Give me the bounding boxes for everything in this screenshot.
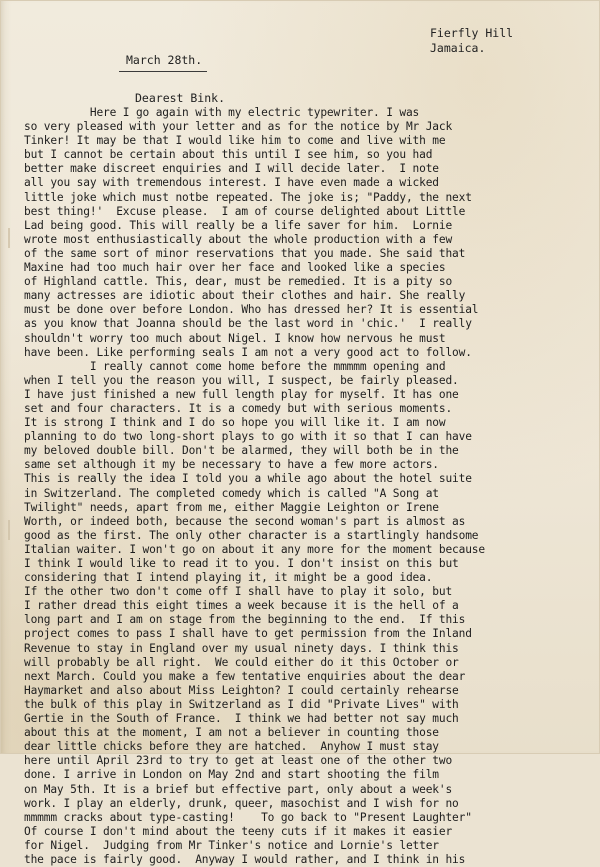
body-line: work. I play an elderly, drunk, queer, masochist and I wish for no	[24, 796, 459, 810]
body-line: good as the first. The only other character is a startlingly handsome	[24, 528, 479, 542]
body-line: Revenue to stay in England over my usual ninety days. I think this	[24, 641, 459, 655]
body-line: better make discreet enquiries and I will decide later. I note	[24, 162, 439, 176]
body-line: when I tell you the reason you will, I suspect, be fairly pleased.	[24, 373, 459, 387]
body-line: Lad being good. This will really be a life saver for him. Lornie	[24, 218, 453, 232]
body-line: mmmmm cracks about type-casting! To go back to "Present Laughter"	[24, 810, 472, 824]
body-line: best thing!' Excuse please. I am of course delighted about Little	[24, 204, 466, 218]
body-line: the pace is fairly good. Anyway I would rather, and I think in his	[24, 852, 466, 866]
body-line: next March. Could you make a few tentative enquiries about the dear	[24, 669, 466, 683]
body-line: Gertie in the South of France. I think we had better not say much	[24, 712, 459, 726]
body-line: here until April 23rd to try to get at least one of the other two	[24, 754, 453, 768]
salutation: Dearest Bink.	[135, 91, 226, 105]
sender-address	[430, 26, 513, 56]
body-line: set and four characters. It is a comedy but with serious moments.	[24, 401, 453, 415]
body-line: Of course I don't mind about the teeny cuts if it makes it easier	[24, 824, 453, 838]
body-line: about this at the moment, I am not a believer in counting those	[24, 726, 439, 740]
body-line: dear little chicks before they are hatched. Anyhow I must stay	[24, 740, 439, 754]
body-line: all you say with tremendous interest. I have even made a wicked	[24, 176, 439, 190]
body-line: of the same sort of minor reservations that you made. She said that	[24, 246, 466, 260]
body-line: I really cannot come home before the mmmmm opening and	[24, 359, 446, 373]
body-line: considering that I intend playing it, it might be a good idea.	[24, 571, 433, 585]
body-line: planning to do two long-short plays to go with it so that I can have	[24, 430, 472, 444]
body-line: in Switzerland. The completed comedy which is called "A Song at	[24, 486, 439, 500]
body-line: I have just finished a new full length play for myself. It has one	[24, 387, 459, 401]
letter-body	[24, 106, 594, 867]
body-line: This is really the idea I told you a while ago about the hotel suite	[24, 472, 472, 486]
body-line: long part and I am on stage from the beginning to the end. If this	[24, 613, 466, 627]
body-line: Maxine had too much hair over her face and looked like a species	[24, 261, 446, 275]
address-line: Fierfly Hill	[430, 26, 514, 40]
page-edge-mark	[8, 520, 10, 540]
body-line: many actresses are idiotic about their clothes and hair. She really	[24, 289, 466, 303]
body-line: Twilight" needs, apart from me, either Maggie Leighton or Irene	[24, 500, 439, 514]
body-line: same set although it my be necessary to have a few more actors.	[24, 458, 439, 472]
body-line: Worth, or indeed both, because the second woman's part is almost as	[24, 514, 466, 528]
body-line: If the other two don't come off I shall have to play it solo, but	[24, 585, 453, 599]
body-line: as you know that Joanna should be the last word in 'chic.' I really	[24, 317, 472, 331]
body-line: have been. Like performing seals I am not a very good act to follow.	[24, 345, 472, 359]
address-line: Jamaica.	[430, 41, 486, 55]
body-line: Tinker! It may be that I would like him to come and live with me	[24, 134, 446, 148]
body-line: project comes to pass I shall have to get permission from the Inland	[24, 627, 472, 641]
body-line: on May 5th. It is a brief but effective part, only about a week's	[24, 782, 453, 796]
body-line: the bulk of this play in Switzerland as I did "Private Lives" with	[24, 697, 459, 711]
body-line: done. I arrive in London on May 2nd and start shooting the film	[24, 768, 439, 782]
body-line: but I cannot be certain about this until I see him, so you had	[24, 148, 433, 162]
body-line: wrote most enthusiastically about the whole production with a few	[24, 232, 453, 246]
date-underline	[119, 71, 207, 72]
body-line: I rather dread this eight times a week because it is the hell of a	[24, 599, 459, 613]
body-line: my beloved double bill. Don't be alarmed, they will both be in the	[24, 444, 459, 458]
body-line: shouldn't worry too much about Nigel. I know how nervous he must	[24, 331, 446, 345]
body-line: of Highland cattle. This, dear, must be remedied. It is a pity so	[24, 275, 453, 289]
body-line: so very pleased with your letter and as for the notice by Mr Jack	[24, 120, 453, 134]
letter-date: March 28th.	[126, 53, 203, 67]
body-line: little joke which must notbe repeated. The joke is; "Paddy, the next	[24, 190, 472, 204]
body-line: Haymarket and also about Miss Leighton? I could certainly rehearse	[24, 683, 459, 697]
body-line: I think I would like to read it to you. I don't insist on this but	[24, 557, 459, 570]
body-line: for Nigel. Judging from Mr Tinker's notice and Lornie's letter	[24, 838, 439, 852]
body-line: Italian waiter. I won't go on about it any more for the moment because	[24, 542, 485, 556]
body-line: It is strong I think and I do so hope you will like it. I am now	[24, 416, 446, 430]
body-line: must be done over before London. Who has dressed her? It is essential	[24, 303, 479, 317]
body-line: Here I go again with my electric typewriter. I was	[24, 106, 420, 119]
body-line: will probably be all right. We could either do it this October or	[24, 655, 459, 669]
page-edge-mark	[8, 228, 10, 248]
